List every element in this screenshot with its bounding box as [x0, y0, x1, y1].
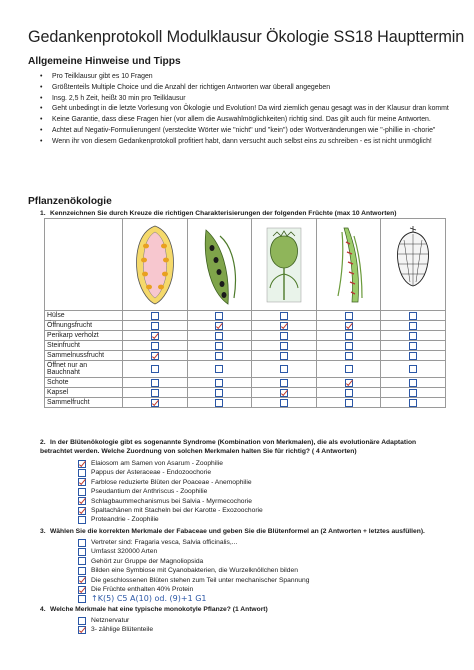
checkbox[interactable]: [78, 626, 86, 634]
option-item[interactable]: Proteandrie - Zoophilie: [78, 515, 458, 524]
checkbox[interactable]: [280, 342, 288, 350]
question-3: 3. Wählen Sie die korrekten Merkmale der Fabaceae und geben Sie die Blütenformel an (2 Antworten + letztes ausfüllen).: [40, 528, 425, 535]
bullet-icon: •: [40, 126, 43, 134]
table-row: Öffnet nur an Bauchnaht: [45, 361, 446, 378]
checkbox[interactable]: [280, 379, 288, 387]
empty-header-cell: [45, 219, 123, 311]
option-item[interactable]: Farblose reduzierte Blüten der Poaceae - Anemophilie: [78, 478, 458, 487]
option-item[interactable]: Umfasst 320000 Arten: [78, 547, 458, 556]
fruit-image-4: [316, 219, 381, 311]
checkbox[interactable]: [215, 365, 223, 373]
sammelfrucht-figure: [388, 222, 438, 308]
checkbox[interactable]: [78, 488, 86, 496]
checkbox[interactable]: [78, 478, 86, 486]
question-3-options: [78, 538, 458, 605]
fruit-image-3: [252, 219, 317, 311]
list-item: • Größtenteils Multiple Choice und die Anzahl der richtigen Antworten war überall angegeben: [40, 83, 331, 91]
option-item[interactable]: Elaiosom am Samen von Asarum - Zoophilie: [78, 459, 458, 468]
table-row: Schote: [45, 378, 446, 388]
list-item: • Keine Garantie, dass diese Fragen hier (vor allem die Auswahlmöglichkeiten) richtig sind. Das gilt auch für meine Antworten.: [40, 116, 431, 124]
hints-heading: Allgemeine Hinweise und Tipps: [28, 56, 181, 67]
checkbox[interactable]: [78, 497, 86, 505]
checkbox[interactable]: [78, 595, 86, 603]
checkbox[interactable]: [78, 548, 86, 556]
checkbox[interactable]: [215, 389, 223, 397]
hints-list: [40, 72, 450, 148]
checkbox[interactable]: [409, 332, 417, 340]
checkbox[interactable]: [151, 312, 159, 320]
question-1: 1. Kennzeichnen Sie durch Kreuze die richtigen Charakterisierungen der folgenden Früchte (max 10 Antworten): [40, 210, 397, 217]
checkbox[interactable]: [151, 332, 159, 340]
list-item: • Geht unbedingt in die letzte Vorlesung von Ökologie und Evolution! Da wird ziemlich genau gesagt was in der Klausur dran kommt: [40, 105, 449, 113]
checkbox[interactable]: [409, 389, 417, 397]
checkbox[interactable]: [215, 322, 223, 330]
checkbox[interactable]: [280, 389, 288, 397]
option-item[interactable]: Vertreter sind: Fragaria vesca, Salvia officinalis,...: [78, 538, 458, 547]
checkbox[interactable]: [215, 352, 223, 360]
list-item: • Wenn ihr von diesem Gedankenprotokoll profitiert habt, dann versucht auch selbst eins zu schreiben - es ist nicht unmöglich!: [40, 137, 432, 145]
checkbox[interactable]: [280, 399, 288, 407]
kapsel-figure: [259, 222, 309, 308]
table-row: Hülse: [45, 311, 446, 321]
checkbox[interactable]: [151, 399, 159, 407]
checkbox[interactable]: [409, 312, 417, 320]
option-item[interactable]: Netznervatur: [78, 616, 458, 625]
option-item[interactable]: Pappus der Asteraceae - Endozoochorie: [78, 468, 458, 477]
bullet-icon: •: [40, 83, 43, 91]
checkbox[interactable]: [409, 352, 417, 360]
checkbox[interactable]: [151, 342, 159, 350]
table-row: Sammelfrucht: [45, 398, 446, 408]
checkbox[interactable]: [409, 365, 417, 373]
question-2-options: [78, 459, 458, 525]
balgfrucht-figure: [194, 222, 244, 308]
table-row: Perikarp verholzt: [45, 331, 446, 341]
option-item[interactable]: Die geschlossenen Blüten stehen zum Teil unter mechanischer Spannung: [78, 576, 458, 585]
page-title: Gedankenprotokoll Modulklausur Ökologie SS18 Haupttermin: [28, 28, 465, 46]
checkbox[interactable]: [280, 312, 288, 320]
checkbox[interactable]: [215, 312, 223, 320]
option-item[interactable]: Gehört zur Gruppe der Magnoliopsida: [78, 557, 458, 566]
checkbox[interactable]: [409, 322, 417, 330]
checkbox[interactable]: [78, 576, 86, 584]
fruit-table: [44, 218, 446, 408]
checkbox[interactable]: [151, 389, 159, 397]
checkbox[interactable]: [78, 539, 86, 547]
fruit-image-2: [187, 219, 252, 311]
list-item: • Pro Teilklausur gibt es 10 Fragen: [40, 73, 153, 80]
checkbox[interactable]: [345, 342, 353, 350]
option-item[interactable]: Bilden eine Symbiose mit Cyanobakterien, die Wurzelknöllchen bilden: [78, 566, 458, 575]
checkbox[interactable]: [345, 399, 353, 407]
checkbox[interactable]: [215, 342, 223, 350]
list-item: • Achtet auf Negativ-Formulierungen! (versteckte Wörter wie "nicht" und "kein") oder Wortveränderungen wie "-phillie in -chorie": [40, 126, 436, 134]
list-item: • Insg. 2,5 h Zeit, heißt 30 min pro Teilklausur: [40, 94, 186, 102]
checkbox[interactable]: [215, 332, 223, 340]
checkbox[interactable]: [151, 379, 159, 387]
bullet-icon: •: [40, 116, 43, 124]
checkbox[interactable]: [78, 567, 86, 575]
checkbox[interactable]: [280, 332, 288, 340]
table-row: Sammelnussfrucht: [45, 351, 446, 361]
fruit-image-1: [123, 219, 188, 311]
schote-figure: [324, 222, 374, 308]
flower-formula: ↑K(5) C5 A(10) od. (9)+1 G1: [91, 594, 207, 604]
question-4: 4. Welche Merkmale hat eine typische monokotyle Pflanze? (1 Antwort): [40, 606, 268, 613]
checkbox[interactable]: [151, 322, 159, 330]
checkbox[interactable]: [78, 557, 86, 565]
checkbox[interactable]: [280, 352, 288, 360]
checkbox[interactable]: [78, 469, 86, 477]
fruit-image-5: [381, 219, 446, 311]
checkbox[interactable]: [345, 352, 353, 360]
checkbox[interactable]: [151, 365, 159, 373]
sammelnussfrucht-figure: [130, 222, 180, 308]
checkbox[interactable]: [151, 352, 159, 360]
table-row: Öffnungsfrucht: [45, 321, 446, 331]
option-item[interactable]: Die Früchte enthalten 40% Protein: [78, 585, 458, 594]
bullet-icon: •: [40, 137, 43, 145]
checkbox[interactable]: [78, 516, 86, 524]
section-heading: Pflanzenökologie: [28, 196, 112, 207]
checkbox[interactable]: [345, 365, 353, 373]
question-4-options: [78, 616, 458, 635]
checkbox[interactable]: [345, 322, 353, 330]
checkbox[interactable]: [345, 379, 353, 387]
checkbox[interactable]: [409, 379, 417, 387]
option-item[interactable]: Schlagbaummechanismus bei Salvia - Myrmecochorie: [78, 497, 458, 506]
checkbox[interactable]: [280, 365, 288, 373]
bullet-icon: •: [40, 94, 43, 102]
checkbox[interactable]: [78, 617, 86, 625]
option-item[interactable]: 3- zählige Blütenteile: [78, 625, 458, 634]
option-item[interactable]: Spaltachänen mit Stacheln bei der Karotte - Exozoochorie: [78, 506, 458, 515]
fruit-image-row: [45, 219, 446, 311]
checkbox[interactable]: [345, 312, 353, 320]
checkbox[interactable]: [215, 379, 223, 387]
checkbox[interactable]: [78, 460, 86, 468]
question-2: 2. In der Blütenökologie gibt es sogenannte Syndrome (Kombination von Merkmalen), die als evolutionäre Adaptation betrachtet werden. Welche Zuordnung von solchen Merkmalen halten Sie für richtig? ( 4 Antworten): [40, 439, 417, 455]
checkbox[interactable]: [78, 507, 86, 515]
option-item[interactable]: Pseudantium der Anthriscus - Zoophilie: [78, 487, 458, 496]
bullet-icon: •: [40, 73, 43, 80]
table-row: Kapsel: [45, 388, 446, 398]
checkbox[interactable]: [409, 399, 417, 407]
checkbox[interactable]: [78, 586, 86, 594]
checkbox[interactable]: [409, 342, 417, 350]
table-row: Steinfrucht: [45, 341, 446, 351]
checkbox[interactable]: [345, 389, 353, 397]
option-item[interactable]: [78, 594, 458, 605]
checkbox[interactable]: [215, 399, 223, 407]
checkbox[interactable]: [345, 332, 353, 340]
bullet-icon: •: [40, 105, 43, 113]
checkbox[interactable]: [280, 322, 288, 330]
